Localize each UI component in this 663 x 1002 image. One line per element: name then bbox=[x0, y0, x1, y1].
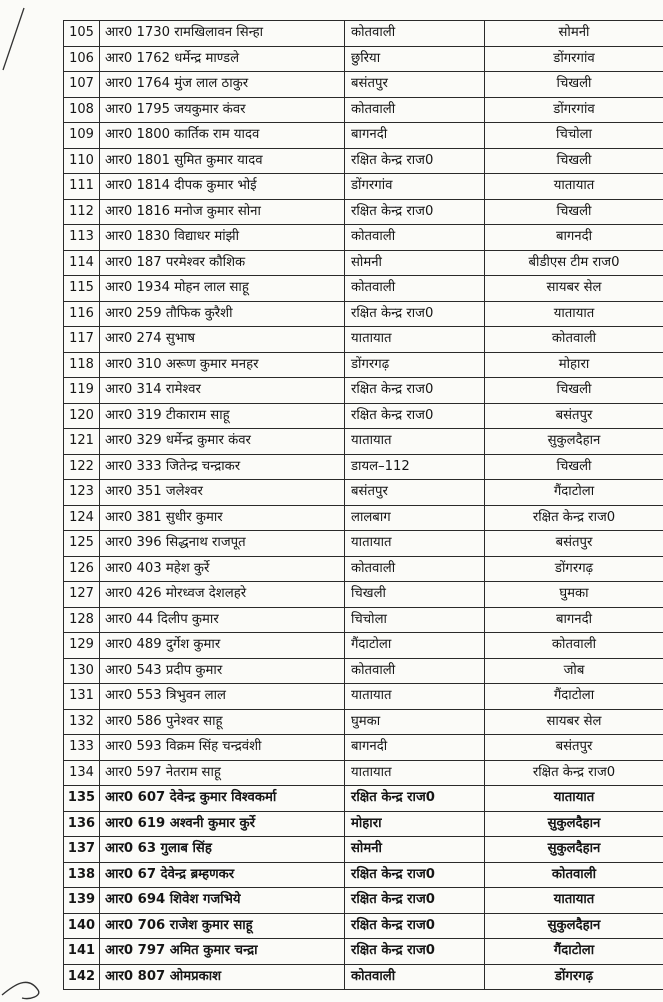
posted-to-cell: गैंदाटोला bbox=[485, 480, 663, 506]
posted-from-cell: रक्षित केन्द्र राज0 bbox=[345, 148, 485, 174]
table-row bbox=[64, 301, 663, 327]
margin-pen-stroke bbox=[3, 8, 24, 70]
posted-from-cell: गैंदाटोला bbox=[345, 633, 485, 659]
serial-number-cell: 120 bbox=[64, 403, 100, 429]
serial-number-cell: 122 bbox=[64, 454, 100, 480]
serial-number-cell: 129 bbox=[64, 633, 100, 659]
posted-from-cell: रक्षित केन्द्र राज0 bbox=[345, 862, 485, 888]
employee-name-cell: आर0 543 प्रदीप कुमार bbox=[100, 658, 345, 684]
table-row bbox=[64, 582, 663, 608]
employee-name-cell: आर0 1816 मनोज कुमार सोना bbox=[100, 199, 345, 225]
employee-name-cell: आर0 314 रामेश्वर bbox=[100, 378, 345, 404]
serial-number-cell: 123 bbox=[64, 480, 100, 506]
table-row bbox=[64, 174, 663, 200]
serial-number-cell: 113 bbox=[64, 225, 100, 251]
table-row bbox=[64, 658, 663, 684]
posted-to-cell: यातायात bbox=[485, 786, 663, 812]
posted-to-cell: मोहारा bbox=[485, 352, 663, 378]
serial-number-cell: 121 bbox=[64, 429, 100, 455]
serial-number-cell: 131 bbox=[64, 684, 100, 710]
table-row bbox=[64, 250, 663, 276]
posted-to-cell: घुमका bbox=[485, 582, 663, 608]
serial-number-cell: 139 bbox=[64, 888, 100, 914]
posted-from-cell: छुरिया bbox=[345, 46, 485, 72]
table-row bbox=[64, 97, 663, 123]
posted-to-cell: चिखली bbox=[485, 148, 663, 174]
posted-from-cell: मोहारा bbox=[345, 811, 485, 837]
employee-name-cell: आर0 187 परमेश्वर कौशिक bbox=[100, 250, 345, 276]
serial-number-cell: 109 bbox=[64, 123, 100, 149]
table-row bbox=[64, 378, 663, 404]
table-row bbox=[64, 913, 663, 939]
table-row bbox=[64, 148, 663, 174]
serial-number-cell: 142 bbox=[64, 964, 100, 990]
table-row bbox=[64, 72, 663, 98]
posted-from-cell: बागनदी bbox=[345, 123, 485, 149]
posted-from-cell: डोंगरगढ़ bbox=[345, 352, 485, 378]
posted-from-cell: रक्षित केन्द्र राज0 bbox=[345, 403, 485, 429]
table-row bbox=[64, 225, 663, 251]
posted-from-cell: कोतवाली bbox=[345, 964, 485, 990]
employee-name-cell: आर0 1764 मुंज लाल ठाकुर bbox=[100, 72, 345, 98]
serial-number-cell: 105 bbox=[64, 21, 100, 47]
signature-scribble bbox=[2, 982, 39, 998]
posted-from-cell: बसंतपुर bbox=[345, 72, 485, 98]
serial-number-cell: 114 bbox=[64, 250, 100, 276]
table-row bbox=[64, 862, 663, 888]
posted-to-cell: चिचोला bbox=[485, 123, 663, 149]
employee-name-cell: आर0 706 राजेश कुमार साहू bbox=[100, 913, 345, 939]
table-row bbox=[64, 607, 663, 633]
posted-to-cell: यातायात bbox=[485, 174, 663, 200]
posted-to-cell: सुकुलदैहान bbox=[485, 811, 663, 837]
table-row bbox=[64, 454, 663, 480]
serial-number-cell: 124 bbox=[64, 505, 100, 531]
posted-to-cell: डोंगरगांव bbox=[485, 97, 663, 123]
posted-from-cell: यातायात bbox=[345, 684, 485, 710]
table-row bbox=[64, 709, 663, 735]
posted-to-cell: कोतवाली bbox=[485, 633, 663, 659]
table-row bbox=[64, 429, 663, 455]
posted-from-cell: चिचोला bbox=[345, 607, 485, 633]
posted-to-cell: डोंगरगांव bbox=[485, 46, 663, 72]
posted-from-cell: रक्षित केन्द्र राज0 bbox=[345, 939, 485, 965]
serial-number-cell: 130 bbox=[64, 658, 100, 684]
employee-name-cell: आर0 310 अरूण कुमार मनहर bbox=[100, 352, 345, 378]
posted-to-cell: कोतवाली bbox=[485, 862, 663, 888]
employee-name-cell: आर0 797 अमित कुमार चन्द्रा bbox=[100, 939, 345, 965]
posted-to-cell: जोब bbox=[485, 658, 663, 684]
serial-number-cell: 136 bbox=[64, 811, 100, 837]
posted-from-cell: रक्षित केन्द्र राज0 bbox=[345, 378, 485, 404]
posted-from-cell: सोमनी bbox=[345, 837, 485, 863]
posted-from-cell: यातायात bbox=[345, 429, 485, 455]
employee-name-cell: आर0 593 विक्रम सिंह चन्द्रवंशी bbox=[100, 735, 345, 761]
posted-to-cell: बागनदी bbox=[485, 607, 663, 633]
employee-name-cell: आर0 1762 धर्मेन्द्र माण्डले bbox=[100, 46, 345, 72]
posted-to-cell: बागनदी bbox=[485, 225, 663, 251]
employee-name-cell: आर0 403 महेश कुर्रे bbox=[100, 556, 345, 582]
posted-to-cell: सुकुलदैहान bbox=[485, 913, 663, 939]
posted-from-cell: कोतवाली bbox=[345, 97, 485, 123]
employee-name-cell: आर0 607 देवेन्द्र कुमार विश्वकर्मा bbox=[100, 786, 345, 812]
employee-name-cell: आर0 1830 विद्याधर मांझी bbox=[100, 225, 345, 251]
employee-name-cell: आर0 1800 कार्तिक राम यादव bbox=[100, 123, 345, 149]
employee-name-cell: आर0 1801 सुमित कुमार यादव bbox=[100, 148, 345, 174]
employee-name-cell: आर0 1814 दीपक कुमार भोई bbox=[100, 174, 345, 200]
employee-name-cell: आर0 489 दुर्गेश कुमार bbox=[100, 633, 345, 659]
table-row bbox=[64, 684, 663, 710]
serial-number-cell: 111 bbox=[64, 174, 100, 200]
serial-number-cell: 127 bbox=[64, 582, 100, 608]
serial-number-cell: 135 bbox=[64, 786, 100, 812]
employee-name-cell: आर0 1730 रामखिलावन सिन्हा bbox=[100, 21, 345, 47]
table-row bbox=[64, 505, 663, 531]
posted-from-cell: घुमका bbox=[345, 709, 485, 735]
table-row bbox=[64, 480, 663, 506]
employee-name-cell: आर0 396 सिद्धनाथ राजपूत bbox=[100, 531, 345, 557]
posted-from-cell: डोंगरगांव bbox=[345, 174, 485, 200]
posted-to-cell: रक्षित केन्द्र राज0 bbox=[485, 760, 663, 786]
employee-name-cell: आर0 426 मोरध्वज देशलहरे bbox=[100, 582, 345, 608]
table-row bbox=[64, 403, 663, 429]
table-row bbox=[64, 123, 663, 149]
employee-name-cell: आर0 586 पुनेश्वर साहू bbox=[100, 709, 345, 735]
serial-number-cell: 112 bbox=[64, 199, 100, 225]
table-row bbox=[64, 46, 663, 72]
posted-to-cell: बीडीएस टीम राज0 bbox=[485, 250, 663, 276]
employee-name-cell: आर0 597 नेतराम साहू bbox=[100, 760, 345, 786]
employee-name-cell: आर0 1934 मोहन लाल साहू bbox=[100, 276, 345, 302]
posted-to-cell: सुकुलदैहान bbox=[485, 837, 663, 863]
posted-to-cell: डोंगरगढ़ bbox=[485, 556, 663, 582]
serial-number-cell: 138 bbox=[64, 862, 100, 888]
employee-name-cell: आर0 351 जलेश्वर bbox=[100, 480, 345, 506]
posted-from-cell: यातायात bbox=[345, 531, 485, 557]
posted-to-cell: डोंगरगढ़ bbox=[485, 964, 663, 990]
posted-to-cell: सायबर सेल bbox=[485, 276, 663, 302]
posted-from-cell: चिखली bbox=[345, 582, 485, 608]
serial-number-cell: 134 bbox=[64, 760, 100, 786]
table-row bbox=[64, 964, 663, 990]
table-row bbox=[64, 811, 663, 837]
table-row bbox=[64, 199, 663, 225]
serial-number-cell: 107 bbox=[64, 72, 100, 98]
serial-number-cell: 128 bbox=[64, 607, 100, 633]
table-row bbox=[64, 21, 663, 47]
table-row bbox=[64, 276, 663, 302]
posted-to-cell: चिखली bbox=[485, 454, 663, 480]
posted-to-cell: सायबर सेल bbox=[485, 709, 663, 735]
posted-from-cell: रक्षित केन्द्र राज0 bbox=[345, 786, 485, 812]
serial-number-cell: 115 bbox=[64, 276, 100, 302]
posted-from-cell: यातायात bbox=[345, 327, 485, 353]
transfer-list-body bbox=[64, 21, 663, 990]
table-row bbox=[64, 786, 663, 812]
serial-number-cell: 108 bbox=[64, 97, 100, 123]
table-row bbox=[64, 531, 663, 557]
posted-from-cell: कोतवाली bbox=[345, 658, 485, 684]
posted-to-cell: कोतवाली bbox=[485, 327, 663, 353]
posted-from-cell: रक्षित केन्द्र राज0 bbox=[345, 913, 485, 939]
serial-number-cell: 110 bbox=[64, 148, 100, 174]
serial-number-cell: 126 bbox=[64, 556, 100, 582]
table-row bbox=[64, 556, 663, 582]
posted-to-cell: यातायात bbox=[485, 888, 663, 914]
table-row bbox=[64, 837, 663, 863]
employee-name-cell: आर0 694 शिवेश गजभिये bbox=[100, 888, 345, 914]
posted-to-cell: रक्षित केन्द्र राज0 bbox=[485, 505, 663, 531]
posted-from-cell: लालबाग bbox=[345, 505, 485, 531]
posted-to-cell: चिखली bbox=[485, 72, 663, 98]
posted-from-cell: डायल–112 bbox=[345, 454, 485, 480]
table-row bbox=[64, 352, 663, 378]
serial-number-cell: 140 bbox=[64, 913, 100, 939]
table-row bbox=[64, 888, 663, 914]
posted-from-cell: बागनदी bbox=[345, 735, 485, 761]
employee-name-cell: आर0 381 सुधीर कुमार bbox=[100, 505, 345, 531]
serial-number-cell: 133 bbox=[64, 735, 100, 761]
posted-from-cell: रक्षित केन्द्र राज0 bbox=[345, 888, 485, 914]
posted-to-cell: बसंतपुर bbox=[485, 403, 663, 429]
posted-from-cell: सोमनी bbox=[345, 250, 485, 276]
posted-from-cell: कोतवाली bbox=[345, 225, 485, 251]
employee-name-cell: आर0 67 देवेन्द्र ब्रम्हणकर bbox=[100, 862, 345, 888]
serial-number-cell: 125 bbox=[64, 531, 100, 557]
posted-from-cell: रक्षित केन्द्र राज0 bbox=[345, 199, 485, 225]
posted-to-cell: यातायात bbox=[485, 301, 663, 327]
table-row bbox=[64, 327, 663, 353]
employee-name-cell: आर0 329 धर्मेन्द्र कुमार कंवर bbox=[100, 429, 345, 455]
serial-number-cell: 106 bbox=[64, 46, 100, 72]
posted-from-cell: रक्षित केन्द्र राज0 bbox=[345, 301, 485, 327]
posted-to-cell: गैंदाटोला bbox=[485, 684, 663, 710]
posted-from-cell: कोतवाली bbox=[345, 276, 485, 302]
posted-to-cell: सोमनी bbox=[485, 21, 663, 47]
serial-number-cell: 137 bbox=[64, 837, 100, 863]
posted-from-cell: बसंतपुर bbox=[345, 480, 485, 506]
employee-name-cell: आर0 553 त्रिभुवन लाल bbox=[100, 684, 345, 710]
posted-to-cell: चिखली bbox=[485, 199, 663, 225]
posted-from-cell: यातायात bbox=[345, 760, 485, 786]
employee-name-cell: आर0 619 अश्वनी कुमार कुर्रे bbox=[100, 811, 345, 837]
employee-name-cell: आर0 807 ओमप्रकाश bbox=[100, 964, 345, 990]
serial-number-cell: 116 bbox=[64, 301, 100, 327]
transfer-list-table bbox=[63, 20, 663, 990]
employee-name-cell: आर0 274 सुभाष bbox=[100, 327, 345, 353]
serial-number-cell: 132 bbox=[64, 709, 100, 735]
table-row bbox=[64, 633, 663, 659]
posted-from-cell: कोतवाली bbox=[345, 21, 485, 47]
posted-to-cell: बसंतपुर bbox=[485, 531, 663, 557]
serial-number-cell: 141 bbox=[64, 939, 100, 965]
employee-name-cell: आर0 333 जितेन्द्र चन्द्राकर bbox=[100, 454, 345, 480]
employee-name-cell: आर0 259 तौफिक कुरैशी bbox=[100, 301, 345, 327]
employee-name-cell: आर0 319 टीकाराम साहू bbox=[100, 403, 345, 429]
posted-to-cell: चिखली bbox=[485, 378, 663, 404]
serial-number-cell: 117 bbox=[64, 327, 100, 353]
serial-number-cell: 118 bbox=[64, 352, 100, 378]
posted-to-cell: सुकुलदैहान bbox=[485, 429, 663, 455]
employee-name-cell: आर0 63 गुलाब सिंह bbox=[100, 837, 345, 863]
posted-from-cell: कोतवाली bbox=[345, 556, 485, 582]
posted-to-cell: बसंतपुर bbox=[485, 735, 663, 761]
table-row bbox=[64, 760, 663, 786]
employee-name-cell: आर0 1795 जयकुमार कंवर bbox=[100, 97, 345, 123]
table-row bbox=[64, 735, 663, 761]
employee-name-cell: आर0 44 दिलीप कुमार bbox=[100, 607, 345, 633]
posted-to-cell: गैंदाटोला bbox=[485, 939, 663, 965]
serial-number-cell: 119 bbox=[64, 378, 100, 404]
table-row bbox=[64, 939, 663, 965]
